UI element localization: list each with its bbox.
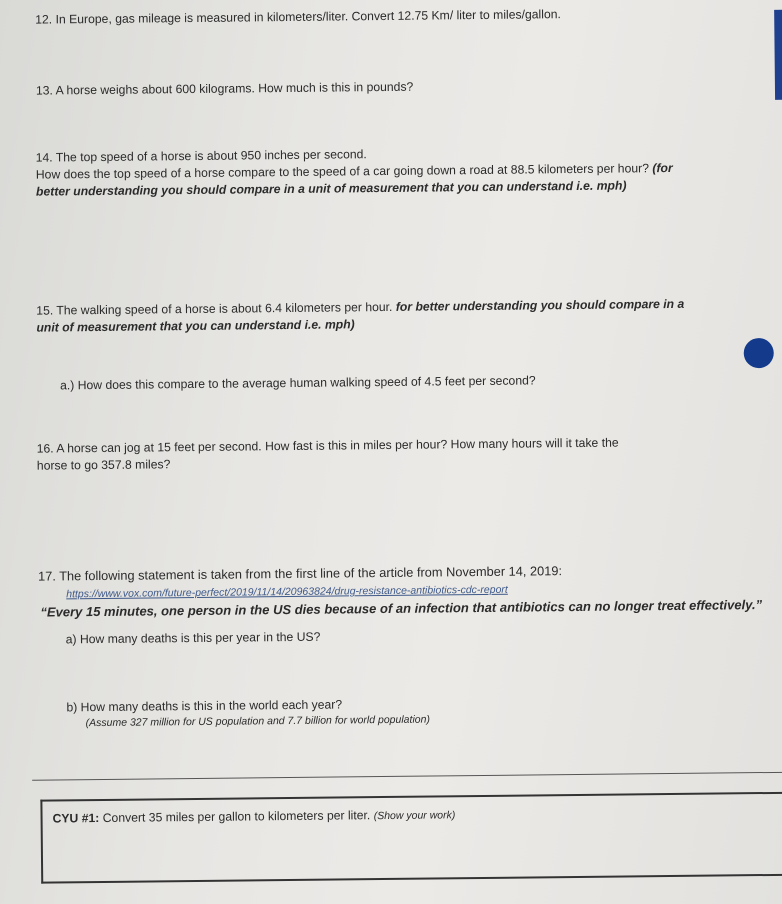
question-text-2: How does the top speed of a horse compare to the speed of a car going down a road at 88.5 kilometers per hour? (35, 161, 650, 182)
question-hint-cont: unit of measurement that you can understand i.e. mph) (36, 317, 355, 335)
cyu-note: (Show your work) (373, 809, 456, 823)
question-hint: for better understanding you should compare in a (395, 296, 685, 314)
question-hint-cont: better understanding you should compare in a unit of measurement that you can understand i.e. mph) (35, 178, 627, 199)
question-text: The walking speed of a horse is about 6.4 kilometers per hour. (56, 299, 393, 318)
question-15a: a.) How does this compare to the average human walking speed of 4.5 feet per second? (59, 373, 536, 393)
question-number: 12. (35, 12, 53, 27)
question-number: 14. (35, 150, 53, 165)
question-text: A horse weighs about 600 kilograms. How much is this in pounds? (55, 79, 414, 98)
cyu-box (40, 791, 782, 883)
blue-dot-sticker (744, 338, 774, 368)
question-text: The following statement is taken from the first line of the article from November 14, 2019: (59, 563, 563, 584)
question-text: The top speed of a horse is about 950 inches per second. (55, 147, 367, 165)
article-quote: “Every 15 minutes, one person in the US dies because of an infection that antibiotics can no longer treat effectively.” (40, 597, 763, 620)
divider-line (32, 771, 782, 780)
cyu-label: CYU #1: (52, 811, 100, 826)
question-number: 15. (36, 303, 54, 318)
question-17a: a) How many deaths is this per year in the US? (65, 629, 321, 647)
question-hint: (for (652, 160, 673, 176)
cyu-text: Convert 35 miles per gallon to kilometers per liter. (102, 808, 371, 825)
question-16 (37, 435, 619, 475)
question-text: In Europe, gas mileage is measured in kilometers/liter. Convert 12.75 Km/ liter to miles/gallon. (55, 7, 561, 27)
cyu-prompt (53, 807, 456, 825)
question-15 (36, 296, 684, 337)
question-14 (36, 143, 673, 201)
blue-edge-tab (774, 10, 782, 100)
question-12 (35, 6, 561, 29)
question-text-2: horse to go 357.8 miles? (36, 457, 171, 473)
question-13 (36, 79, 414, 100)
question-number: 16. (36, 441, 54, 456)
article-link[interactable]: https://www.vox.com/future-perfect/2019/11/14/20963824/drug-resistance-antibiotics-cdc-report (66, 583, 508, 601)
question-number: 17. (37, 568, 56, 584)
question-text: A horse can jog at 15 feet per second. How fast is this in miles per hour? How many hours will it take the (56, 435, 619, 456)
question-number: 13. (35, 83, 53, 98)
question-17b: b) How many deaths is this in the world each year? (66, 697, 343, 715)
question-17b-note: (Assume 327 million for US population and 7.7 billion for world population) (85, 713, 430, 730)
